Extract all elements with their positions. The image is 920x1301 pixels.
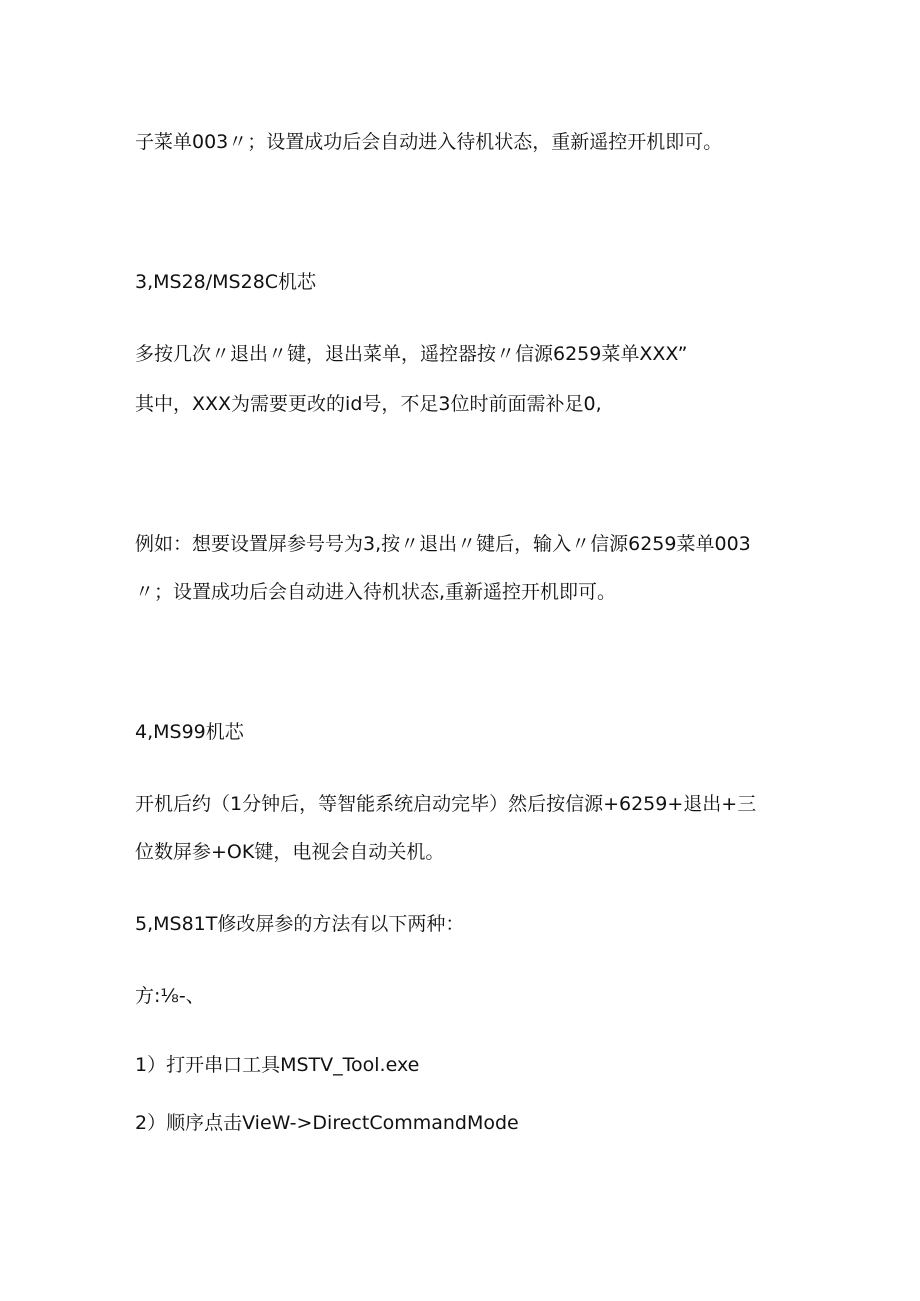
- paragraph-line: 〃；设置成功后会自动进入待机状态,重新遥控开机即可。: [135, 581, 617, 603]
- section-heading-ms99: 4,MS99机芯: [135, 721, 244, 743]
- step-item-2: 2）顺序点击VieW->DirectCommandMode: [135, 1112, 519, 1134]
- paragraph-line: 例如：想要设置屏参号号为3,按〃退出〃键后，输入〃信源6259菜单003: [135, 533, 751, 555]
- method-heading: 方:⅛-、: [135, 985, 205, 1007]
- paragraph-line: 开机后约（1分钟后，等智能系统启动完毕）然后按信源+6259+退出+三: [135, 793, 757, 815]
- section-heading-ms28: 3,MS28/MS28C机芯: [135, 271, 317, 293]
- paragraph-line: 子菜单003〃；设置成功后会自动进入待机状态，重新遥控开机即可。: [135, 131, 723, 153]
- section-heading-ms81t: 5,MS81T修改屏参的方法有以下两种：: [135, 913, 465, 935]
- paragraph-line: 位数屏参+OK键，电视会自动关机。: [135, 841, 445, 863]
- step-item-1: 1）打开串口工具MSTV_Tool.exe: [135, 1054, 420, 1076]
- paragraph-line: 多按几次〃退出〃键，退出菜单，遥控器按〃信源6259菜单XXX”: [135, 343, 688, 365]
- paragraph-line: 其中，XXX为需要更改的id号，不足3位时前面需补足0,: [135, 393, 602, 415]
